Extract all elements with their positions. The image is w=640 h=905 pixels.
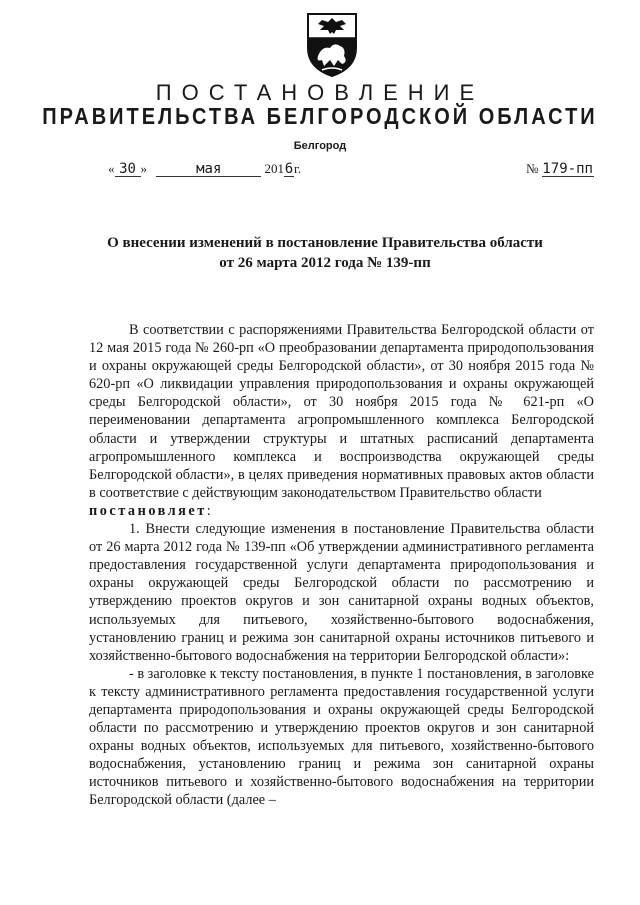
- decree-line: [89, 502, 594, 520]
- number-value: 179-пп: [542, 161, 593, 177]
- preamble-paragraph: В соответствии с распоряжениями Правительства Белгородской области от 12 мая 2015 года № 260-рп «О преобразовании департамента природопользования и охраны окружающей среды Белгородской области», от 30 ноября 2015 года № 620-рп «О ликвидации управления природопользования и охраны окружающей среды Белгородской области», от 30 ноября 2015 года № 621-рп «О переименовании департамента агропромышленного комплекса Белгородской области и утверждении структуры и штатных расписаний департамента агропромышленного комплекса и воспроизводства окружающей среды Белгородской области», в целях приведения нормативных правовых актов области в соответствие с действующим законодательством Правительство области: [89, 322, 594, 501]
- date-year-suffix: г.: [294, 161, 302, 176]
- date-year-digit: 6: [284, 161, 294, 177]
- date-year-prefix: 201: [264, 161, 284, 176]
- clause-1-paragraph: 1. Внести следующие изменения в постановление Правительства области от 26 марта 2012 года № 139-пп «Об утверждении административного регламента предоставления государственной услуги департамента природопользования и охраны окружающей среды Белгородской области по рассмотрению и утверждению проектов округов и зон санитарной охраны водных объектов, используемых для питьевого, хозяйственно-бытового водоснабжения, установлению границ и режима зон санитарной охраны источников питьевого и хозяйственно-бытового водоснабжения на территории Белгородской области»:: [89, 521, 594, 664]
- subject-line-2: от 26 марта 2012 года № 139-пп: [219, 255, 431, 271]
- document-number: [526, 161, 594, 177]
- date-day: 30: [115, 162, 141, 177]
- document-body: [89, 321, 594, 810]
- document-type-title: ПОСТАНОВЛЕНИЕ: [155, 80, 485, 105]
- date-open-quote: «: [108, 161, 115, 176]
- issuing-city: Белгород: [293, 140, 347, 152]
- clause-1-subitem: - в заголовке к тексту постановления, в пункте 1 постановления, в заголовке к тексту административного регламента предоставления государственной услуги департамента природопользования и охраны окружающей среды Белгородской области по рассмотрению и утверждению проектов округов и зон санитарной охраны водных объектов, используемых для питьевого, хозяйственно-бытового водоснабжения, установлению границ и режима зон санитарной охраны источников питьевого и хозяйственно-бытового водоснабжения на территории Белгородской области (далее –: [89, 665, 594, 809]
- date-month: мая: [156, 162, 261, 177]
- document-subject: [60, 233, 590, 273]
- decree-colon: :: [206, 502, 211, 519]
- decree-word: постановляет: [89, 502, 207, 519]
- subject-line-1: О внесении изменений в постановление Правительства области: [107, 235, 543, 251]
- issuing-authority: ПРАВИТЕЛЬСТВА БЕЛГОРОДСКОЙ ОБЛАСТИ: [42, 104, 598, 130]
- document-date: [108, 161, 301, 177]
- number-label: №: [526, 161, 539, 176]
- belgorod-coat-of-arms-icon: [300, 8, 364, 80]
- date-close-quote: »: [140, 161, 147, 176]
